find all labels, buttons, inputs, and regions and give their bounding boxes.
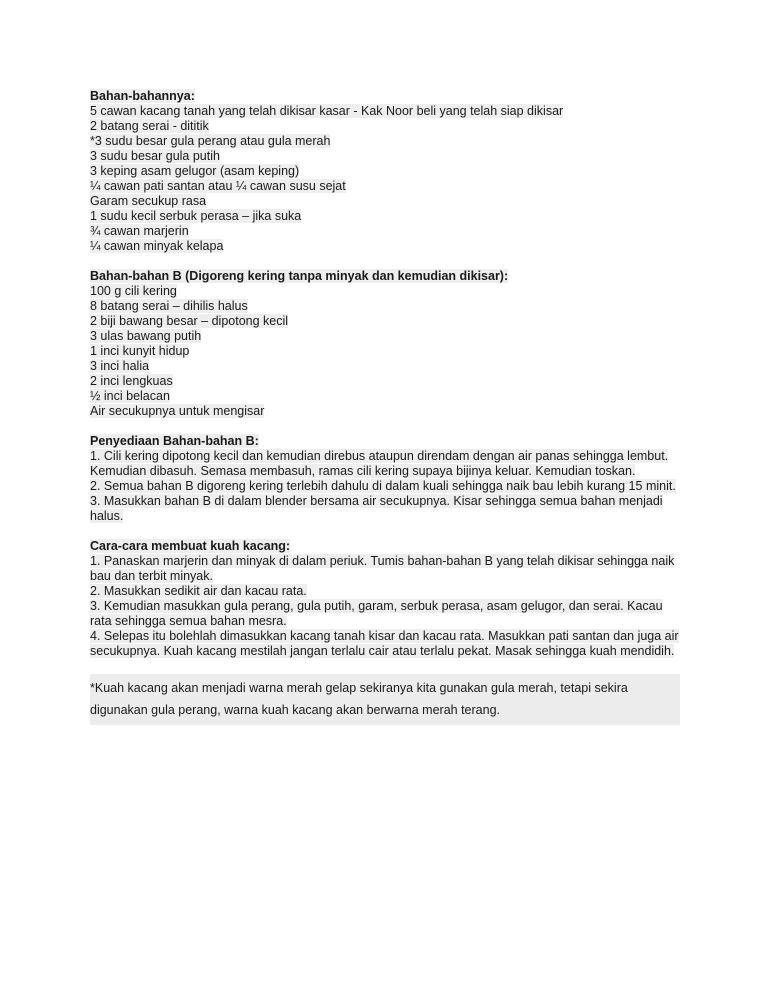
ingredient-line: 3 sudu besar gula putih [90, 149, 220, 163]
ingredient-line: ¼ cawan pati santan atau ¼ cawan susu sejat [90, 179, 346, 193]
ingredient-line: ½ inci belacan [90, 389, 170, 403]
footnote-text: *Kuah kacang akan menjadi warna merah gelap sekiranya kita gunakan gula merah, tetapi sekira digunakan gula perang, warna kuah kacang akan berwarna merah terang. [90, 681, 628, 717]
section-ingredients-b [90, 269, 682, 419]
section-heading: Bahan-bahan B (Digoreng kering tanpa minyak dan kemudian dikisar): [90, 269, 509, 283]
ingredient-line: 3 inci halia [90, 359, 150, 373]
ingredient-line: 2 inci lengkuas [90, 374, 173, 388]
footnote-box [90, 674, 680, 725]
ingredient-line: 3 ulas bawang putih [90, 329, 202, 343]
ingredient-line: 1 inci kunyit hidup [90, 344, 190, 358]
ingredient-line: Air secukupnya untuk mengisar [90, 404, 265, 418]
step-paragraph: 3. Masukkan bahan B di dalam blender bersama air secukupnya. Kisar sehingga semua bahan menjadi halus. [90, 494, 663, 523]
ingredient-line: 3 keping asam gelugor (asam keping) [90, 164, 300, 178]
section-preparation-b [90, 434, 682, 524]
section-heading: Penyediaan Bahan-bahan B: [90, 434, 259, 448]
section-method [90, 539, 682, 659]
ingredient-line: Garam secukup rasa [90, 194, 207, 208]
step-paragraph: 3. Kemudian masukkan gula perang, gula putih, garam, serbuk perasa, asam gelugor, dan serai. Kacau rata sehingga semua bahan mesra. [90, 599, 663, 628]
section-ingredients [90, 89, 682, 254]
ingredient-line: 1 sudu kecil serbuk perasa – jika suka [90, 209, 302, 223]
step-paragraph: 2. Masukkan sedikit air dan kacau rata. [90, 584, 307, 598]
ingredient-line: *3 sudu besar gula perang atau gula merah [90, 134, 331, 148]
ingredient-line: 2 batang serai - dititik [90, 119, 209, 133]
ingredient-line: 100 g cili kering [90, 284, 177, 298]
ingredient-line: 8 batang serai – dihilis halus [90, 299, 248, 313]
section-heading: Bahan-bahannya: [90, 89, 195, 103]
step-paragraph: 4. Selepas itu bolehlah dimasukkan kacang tanah kisar dan kacau rata. Masukkan pati santan dan juga air secukupnya. Kuah kacang mestilah jangan terlalu cair atau terlalu pekat. Masak sehingga kuah mendidih. [90, 629, 679, 658]
recipe-document [90, 89, 682, 725]
section-heading: Cara-cara membuat kuah kacang: [90, 539, 291, 553]
step-paragraph: 1. Panaskan marjerin dan minyak di dalam periuk. Tumis bahan-bahan B yang telah dikisar sehingga naik bau dan terbit minyak. [90, 554, 675, 583]
step-paragraph: 2. Semua bahan B digoreng kering terlebih dahulu di dalam kuali sehingga naik bau lebih kurang 15 minit. [90, 479, 676, 493]
ingredient-line: ¼ cawan minyak kelapa [90, 239, 224, 253]
step-paragraph: 1. Cili kering dipotong kecil dan kemudian direbus ataupun direndam dengan air panas sehingga lembut. Kemudian dibasuh. Semasa membasuh, ramas cili kering supaya bijinya keluar. Kemudian toskan. [90, 449, 669, 478]
ingredient-line: 5 cawan kacang tanah yang telah dikisar kasar - Kak Noor beli yang telah siap dikisar [90, 104, 564, 118]
ingredient-line: 2 biji bawang besar – dipotong kecil [90, 314, 289, 328]
ingredient-line: ¾ cawan marjerin [90, 224, 189, 238]
